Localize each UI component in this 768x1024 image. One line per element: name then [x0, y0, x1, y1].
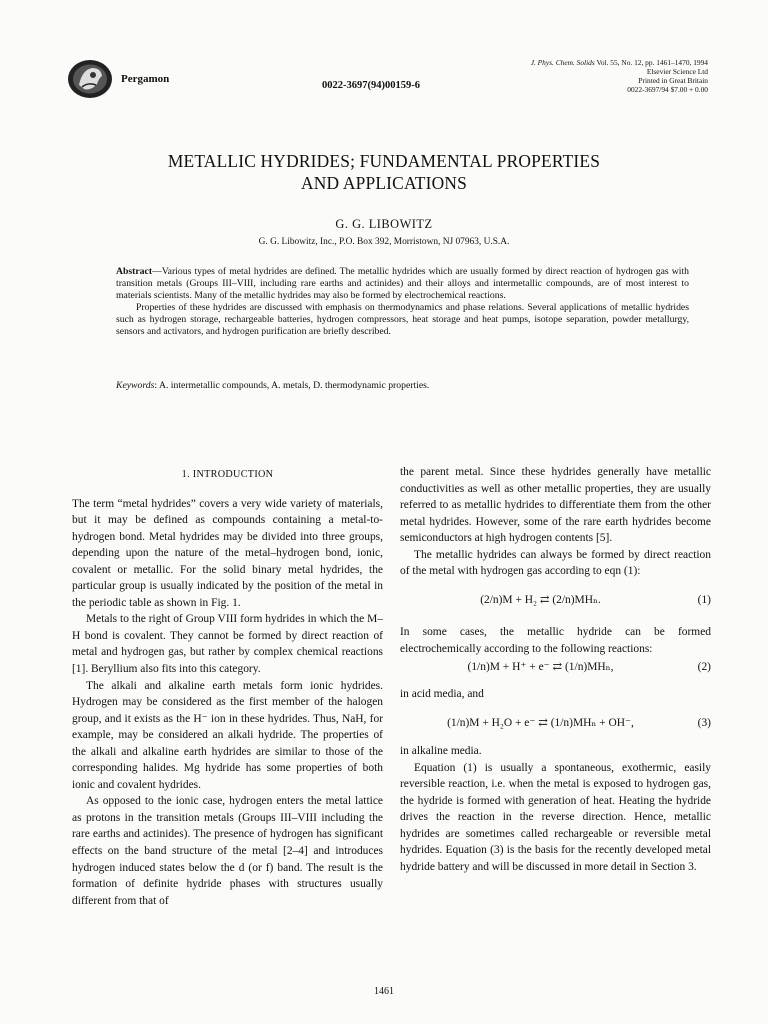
article-code: 0022-3697(94)00159-6 [322, 80, 420, 91]
section-heading: 1. INTRODUCTION [181, 469, 274, 480]
pergamon-logo [66, 58, 114, 100]
paragraph: In some cases, the metallic hydride can be formed electrochemically according to the following reactions: [400, 626, 711, 655]
paragraph: the parent metal. Since these hydrides generally have metallic conductivities as well as other metallic properties, they are usually referred to as metallic hydrides to differentiate them from the other metal hydrides. However, some of the rare earth hydrides become semiconductors at high hydrogen contents [5]. [400, 466, 711, 545]
equation-expression: (1/n)M + H₂O + e⁻ ⇄ (1/n)MHₙ + OH⁻, [447, 716, 634, 729]
abstract-label: Abstract [116, 266, 153, 277]
equation-number: (1) [697, 593, 711, 606]
title-line-2: AND APPLICATIONS [300, 173, 467, 193]
printed-line: Printed in Great Britain [638, 75, 708, 85]
paragraph: in alkaline media. [400, 745, 482, 758]
paper-title [0, 150, 768, 194]
paragraph: in acid media, and [400, 688, 484, 701]
paragraph: The term “metal hydrides” covers a very wide variety of materials, but it may be defined as compounds containing a metal-to-hydrogen bond. Metal hydrides may be divided into three groups, depending upon the nature of the metal–hydrogen bond, ionic, covalent or metallic. For the solid binary metal hydrides, the particular group is usually indicated by the position of the metal in the periodic table as shown in Fig. 1. [72, 497, 383, 609]
equation-2 [400, 659, 711, 676]
equation-3 [400, 715, 711, 732]
left-column [72, 464, 383, 909]
abstract [116, 266, 689, 337]
affiliation: G. G. Libowitz, Inc., P.O. Box 392, Morristown, NJ 07963, U.S.A. [258, 237, 510, 247]
abstract-p2: Properties of these hydrides are discussed with emphasis on thermodynamics and phase relations. Several applications of metallic hydrides such as hydrogen storage, rechargeable batteries, hydrogen compressors, heat storage and heat pumps, isotope separation, powder metallurgy, sensors and activators, and hydrogen purification are briefly described. [116, 301, 689, 337]
publisher-name: Pergamon [121, 73, 170, 85]
publisher-line: Elsevier Science Ltd [646, 66, 708, 76]
equation-number: (2) [697, 661, 711, 674]
paragraph: Metals to the right of Group VIII form hydrides in which the M–H bond is covalent. They cannot be formed by direct reaction of metal and hydrogen gas, but rather by complex chemical reactions [1]. Beryllium also fits into this category. [72, 613, 383, 676]
equation-1 [400, 592, 711, 609]
journal-info [408, 59, 708, 95]
keywords-label: Keywords [116, 380, 155, 391]
title-line-1: METALLIC HYDRIDES; FUNDAMENTAL PROPERTIES [167, 151, 601, 171]
page-number: 1461 [374, 986, 394, 997]
right-column [400, 464, 711, 875]
paragraph: As opposed to the ionic case, hydrogen enters the metal lattice as protons in the transition metals (Groups III–VIII including the rare earths and actinides). The presence of hydrogen has significant effects on the band structure of the metal [2–4] and introduces hydrogen induced states below the d (or f) band. The result is the formation of definite hydride phases with structures usually different from that of [72, 795, 383, 907]
paragraph: Equation (1) is usually a spontaneous, exothermic, easily reversible reaction, i.e. when the metal is exposed to hydrogen gas, the hydride is formed with generation of heat. Heating the hydride drives the reaction in the reverse direction. Hence, metallic hydrides are sometimes called rechargeable or reversible metal hydrides. Equation (3) is the basis for the recently developed metal hydride battery and will be discussed in more detail in Section 3. [400, 761, 711, 873]
journal-volume: Vol. 55, No. 12, pp. 1461–1470, 1994 [594, 58, 708, 67]
keywords [116, 380, 689, 391]
equation-expression: (1/n)M + H⁺ + e⁻ ⇄ (1/n)MHₙ, [467, 661, 614, 674]
keywords-text: : A. intermetallic compounds, A. metals, D. thermodynamic properties. [154, 380, 430, 391]
price-line: 0022-3697/94 $7.00 + 0.00 [627, 84, 708, 94]
equation-number: (3) [697, 716, 711, 729]
journal-name: J. Phys. Chem. Solids [530, 58, 595, 67]
abstract-p1 [116, 266, 689, 302]
equation-expression: (2/n)M + H₂ ⇄ (2/n)MHₙ. [480, 593, 601, 606]
author: G. G. LIBOWITZ [335, 217, 433, 231]
paragraph: The alkali and alkaline earth metals form ionic hydrides. Hydrogen may be considered as the first member of the halogen group, and it exists as the H⁻ ion in these hydrides. Thus, NaH, for example, may be considered an alkali hydride. The properties of the alkali and alkaline earth hydrides are similar to those of the corresponding halides. Mg hydride has some properties of both ionic and covalent hydrides. [72, 679, 383, 791]
abstract-text-1: —Various types of metal hydrides are defined. The metallic hydrides which are usually formed by direct reaction of hydrogen gas with transition metals (Groups III–VIII, including rare earths and actinides) and their alloys and intermetallic compounds, are of most interest to materials scientists. Many of the metallic hydrides may also be formed by electrochemical reactions. [116, 266, 689, 301]
paragraph: The metallic hydrides can always be formed by direct reaction of the metal with hydrogen gas according to eqn (1): [400, 548, 711, 578]
